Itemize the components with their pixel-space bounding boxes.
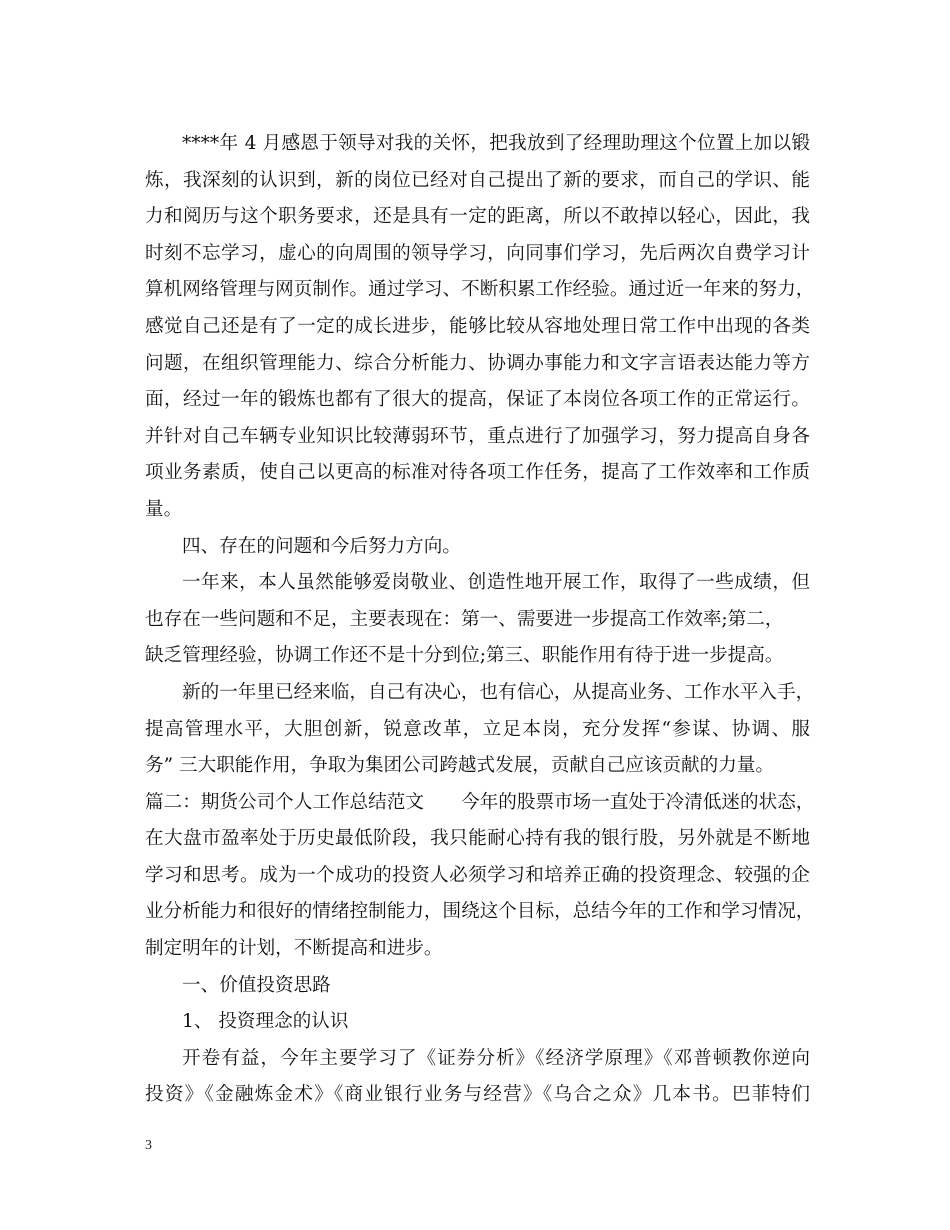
text-line: 业分析能力和很好的情绪控制能力，围绕这个目标，总结今年的工作和学习情况， [145,901,815,923]
text-line: 感觉自己还是有了一定的成长进步，能够比较从容地处理日常工作中出现的各类 [145,315,810,337]
text-line: 量。 [145,498,183,520]
text-line: 开卷有益，今年主要学习了《证券分析》《经济学原理》《邓普顿教你逆向 [182,1047,810,1069]
document-body [145,126,815,1114]
text-line: 算机网络管理与网页制作。通过学习、不断积累工作经验。通过近一年来的努力， [145,279,815,301]
text-line: 力和阅历与这个职务要求，还是具有一定的距离，所以不敢掉以轻心，因此，我 [145,206,810,228]
text-line: 并针对自己车辆专业知识比较薄弱环节，重点进行了加强学习，努力提高自身各 [145,425,810,447]
text-line: 提高管理水平，大胆创新，锐意改革，立足本岗，充分发挥“参谋、协调、服 [145,718,810,740]
text-line: 学习和思考。成为一个成功的投资人必须学习和培养正确的投资理念、较强的企 [145,864,810,886]
text-line: 面，经过一年的锻炼也都有了很大的提高，保证了本岗位各项工作的正常运行。 [145,389,810,411]
text-line: 问题，在组织管理能力、综合分析能力、协调办事能力和文字言语表达能力等方 [145,352,810,374]
text-line: 时刻不忘学习，虚心的向周围的领导学习，向同事们学习，先后两次自费学习计 [145,242,810,264]
text-line: ****年 4 月感恩于领导对我的关怀，把我放到了经理助理这个位置上加以锻 [182,133,810,154]
text-line: 四、存在的问题和今后努力方向。 [182,535,461,557]
text-line: 1、 投资理念的认识 [182,1011,349,1033]
text-line: 务” 三大职能作用，争取为集团公司跨越式发展，贡献自己应该贡献的力量。 [145,755,775,777]
text-line: 制定明年的计划，不断提高和进步。 [145,938,443,960]
page-number: 3 [145,1138,152,1153]
text-line: 项业务素质，使自己以更高的标准对待各项工作任务，提高了工作效率和工作质 [145,462,810,484]
text-line: 一年来，本人虽然能够爱岗敬业、创造性地开展工作，取得了一些成绩，但 [182,572,810,594]
text-line: 一、价值投资思路 [182,974,331,996]
text-line: 也存在一些问题和不足，主要表现在：第一、需要进一步提高工作效率;第二， [145,608,784,630]
text-line: 投资》《金融炼金术》《商业银行业务与经营》《乌合之众》几本书。巴菲特们 [145,1084,810,1106]
text-line: 新的一年里已经来临，自己有决心，也有信心，从提高业务、工作水平入手， [182,681,815,703]
text-line: 炼，我深刻的认识到，新的岗位已经对自己提出了新的要求，而自己的学识、能 [145,169,810,191]
text-line: 缺乏管理经验，协调工作还不是十分到位;第三、职能作用有待于进一步提高。 [145,645,784,667]
text-line: 在大盘市盈率处于历史最低阶段，我只能耐心持有我的银行股，另外就是不断地 [145,828,810,850]
text-line: 篇二：期货公司个人工作总结范文 今年的股票市场一直处于冷清低迷的状态， [145,791,815,813]
